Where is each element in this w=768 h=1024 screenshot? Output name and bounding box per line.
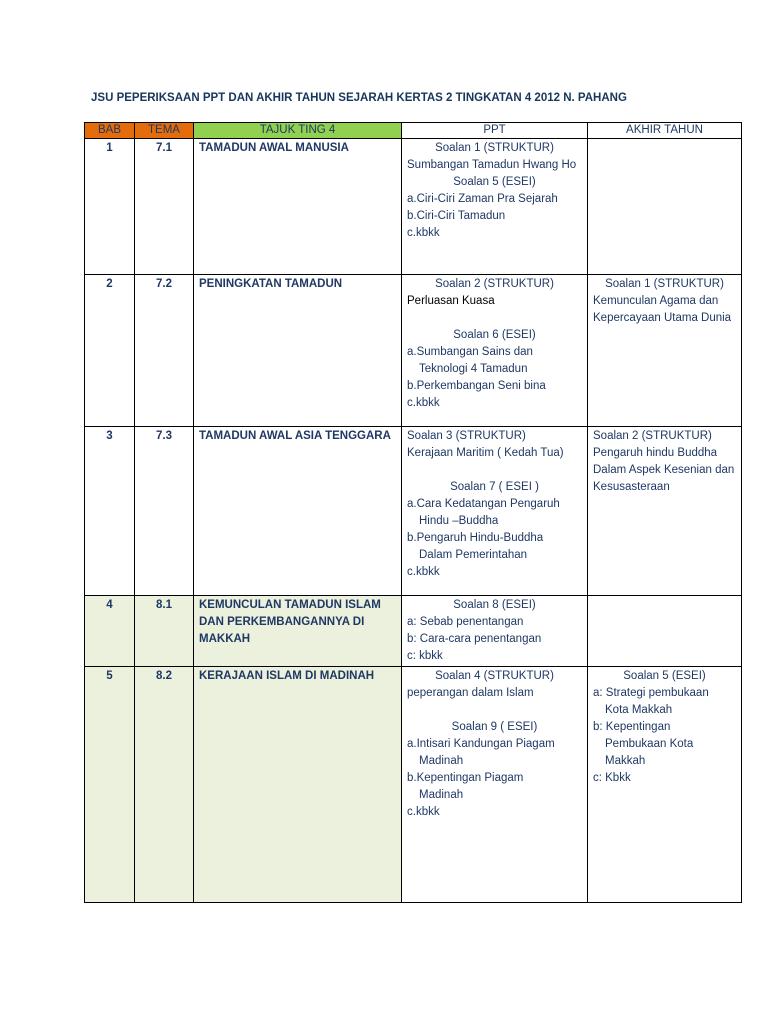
ppt-item-c: c.kbkk	[407, 806, 440, 818]
ppt-item-c: c: kbkk	[407, 650, 443, 662]
akhir-question-1: Soalan 1 (STRUKTUR)	[605, 278, 724, 290]
tema-cell: 7.1	[135, 139, 194, 275]
table-row	[85, 667, 742, 903]
header-ppt: PPT	[402, 123, 588, 139]
ppt-item-a: a.Cara Kedatangan Pengaruh	[407, 498, 560, 510]
tajuk-cell: KERAJAAN ISLAM DI MADINAH	[194, 667, 402, 903]
header-row	[85, 123, 742, 139]
table-row	[85, 275, 742, 427]
header-bab: BAB	[85, 123, 135, 139]
tema-cell: 8.2	[135, 667, 194, 903]
bab-cell: 3	[85, 427, 135, 596]
tajuk-cell: PENINGKATAN TAMADUN	[194, 275, 402, 427]
ppt-cell	[402, 667, 588, 903]
ppt-item-b: b.Pengaruh Hindu-Buddha	[407, 532, 544, 544]
spacer	[407, 702, 582, 719]
ppt-cell	[402, 275, 588, 427]
bab-cell: 5	[85, 667, 135, 903]
ppt-question-1: Soalan 3 (STRUKTUR)	[407, 430, 526, 442]
ppt-item-b: b: Cara-cara penentangan	[407, 633, 542, 645]
ppt-question-2: Soalan 9 ( ESEI)	[451, 721, 538, 733]
akhir-cell	[588, 275, 742, 427]
tajuk-cell: KEMUNCULAN TAMADUN ISLAM DAN PERKEMBANGANNYA DI MAKKAH	[194, 596, 402, 667]
ppt-item-b: b.Ciri-Ciri Tamadun	[407, 210, 506, 222]
akhir-question-1-text: Kemunculan Agama dan Kepercayaan Utama Dunia	[593, 295, 732, 324]
tajuk-cell: TAMADUN AWAL MANUSIA	[194, 139, 402, 275]
akhir-item-b-cont-2: Makkah	[605, 755, 646, 767]
ppt-question-1-text: Sumbangan Tamadun Hwang Ho	[407, 159, 577, 171]
ppt-question-1-text: Perluasan Kuasa	[407, 295, 495, 307]
akhir-cell	[588, 139, 742, 275]
akhir-item-b: b: Kepentingan	[593, 721, 671, 733]
header-tema: TEMA	[135, 123, 194, 139]
ppt-question-2: Soalan 6 (ESEI)	[453, 329, 536, 341]
ppt-item-b-cont: Dalam Pemerintahan	[419, 549, 528, 561]
ppt-question-1: Soalan 2 (STRUKTUR)	[435, 278, 554, 290]
tema-cell: 7.3	[135, 427, 194, 596]
ppt-item-b-cont: Madinah	[419, 789, 464, 801]
spacer	[407, 310, 582, 327]
bab-cell: 2	[85, 275, 135, 427]
ppt-question-2: Soalan 5 (ESEI)	[453, 176, 536, 188]
akhir-cell	[588, 667, 742, 903]
tema-cell: 8.1	[135, 596, 194, 667]
table-row	[85, 427, 742, 596]
akhir-question-1: Soalan 2 (STRUKTUR)	[593, 430, 712, 442]
ppt-item-a-cont: Hindu –Buddha	[419, 515, 499, 527]
ppt-question-2: Soalan 7 ( ESEI )	[450, 481, 539, 493]
ppt-item-c: c.kbkk	[407, 397, 440, 409]
tajuk-cell: TAMADUN AWAL ASIA TENGGARA	[194, 427, 402, 596]
header-tajuk: TAJUK TING 4	[194, 123, 402, 139]
document-title: JSU PEPERIKSAAN PPT DAN AKHIR TAHUN SEJARAH KERTAS 2 TINGKATAN 4 2012 N. PAHANG	[91, 92, 627, 104]
ppt-item-b: b.Kepentingan Piagam	[407, 772, 524, 784]
ppt-item-a: a.Sumbangan Sains dan	[407, 346, 533, 358]
bab-cell: 4	[85, 596, 135, 667]
ppt-item-b: b.Perkembangan Seni bina	[407, 380, 546, 392]
ppt-item-a: a: Sebab penentangan	[407, 616, 524, 628]
akhir-question-1-text: Pengaruh hindu Buddha Dalam Aspek Kesenian dan Kesusasteraan	[593, 447, 735, 493]
ppt-item-a: a.Ciri-Ciri Zaman Pra Sejarah	[407, 193, 558, 205]
akhir-question-1: Soalan 5 (ESEI)	[623, 670, 706, 682]
ppt-item-c: c.kbkk	[407, 227, 440, 239]
spacer	[407, 462, 582, 479]
table-row	[85, 596, 742, 667]
akhir-item-c: c: Kbkk	[593, 772, 631, 784]
ppt-item-a-cont: Madinah	[419, 755, 464, 767]
ppt-question-1-text: Kerajaan Maritim ( Kedah Tua)	[407, 447, 564, 459]
akhir-cell	[588, 427, 742, 596]
bab-cell: 1	[85, 139, 135, 275]
akhir-item-a: a: Strategi pembukaan	[593, 687, 709, 699]
ppt-question-2: Soalan 8 (ESEI)	[453, 599, 536, 611]
tema-cell: 7.2	[135, 275, 194, 427]
ppt-cell	[402, 596, 588, 667]
ppt-item-a-cont: Teknologi 4 Tamadun	[419, 363, 528, 375]
jsu-table	[84, 122, 742, 903]
ppt-question-1: Soalan 4 (STRUKTUR)	[435, 670, 554, 682]
akhir-item-a-cont: Kota Makkah	[605, 704, 673, 716]
ppt-cell	[402, 427, 588, 596]
ppt-cell	[402, 139, 588, 275]
ppt-question-1: Soalan 1 (STRUKTUR)	[435, 142, 554, 154]
header-akhir-tahun: AKHIR TAHUN	[588, 123, 742, 139]
ppt-question-1-text: peperangan dalam Islam	[407, 687, 534, 699]
akhir-cell	[588, 596, 742, 667]
table-row	[85, 139, 742, 275]
ppt-item-c: c.kbkk	[407, 566, 440, 578]
ppt-item-a: a.Intisari Kandungan Piagam	[407, 738, 555, 750]
akhir-item-b-cont: Pembukaan Kota	[605, 738, 694, 750]
